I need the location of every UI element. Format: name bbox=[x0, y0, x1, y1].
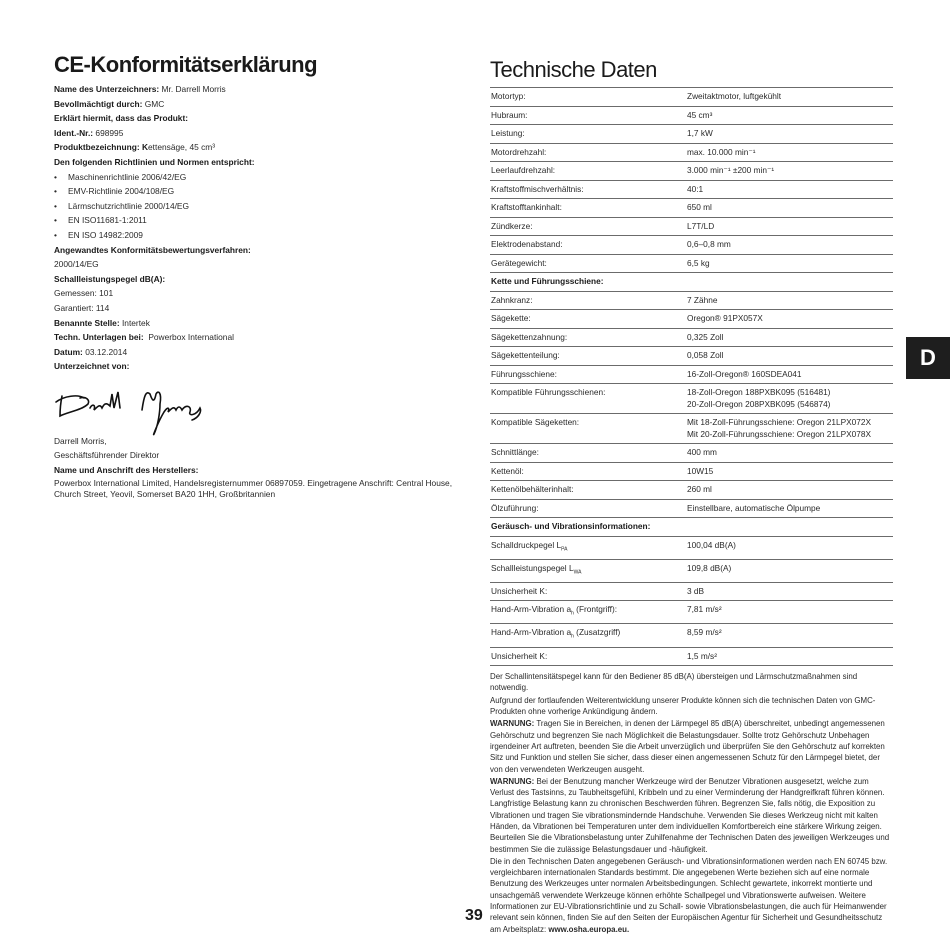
spec-label: Unsicherheit K: bbox=[490, 582, 686, 601]
spec-label: Unsicherheit K: bbox=[490, 647, 686, 666]
table-row bbox=[490, 347, 893, 366]
list-item: • EMV-Richtlinie 2004/108/EG bbox=[54, 186, 175, 197]
list-item: • EN ISO 14982:2009 bbox=[54, 229, 143, 240]
spec-value: 45 cm³ bbox=[686, 106, 893, 125]
spec-value: L7T/LD bbox=[686, 217, 893, 236]
spec-value: 18-Zoll-Oregon 188PXBK095 (516481) 20-Zoll-Oregon 208PXBK095 (546874) bbox=[686, 384, 893, 414]
spec-value: Einstellbare, automatische Ölpumpe bbox=[686, 499, 893, 518]
table-row bbox=[490, 125, 893, 144]
spec-label: Leerlaufdrehzahl: bbox=[490, 162, 686, 181]
table-row bbox=[490, 217, 893, 236]
spec-value: 3.000 min⁻¹ ±200 min⁻¹ bbox=[686, 162, 893, 181]
spec-label: Führungsschiene: bbox=[490, 365, 686, 384]
table-row bbox=[490, 582, 893, 601]
spec-table bbox=[490, 87, 893, 666]
table-row bbox=[490, 499, 893, 518]
list-item: • Maschinenrichtlinie 2006/42/EG bbox=[54, 171, 187, 182]
directives-list bbox=[54, 170, 454, 243]
sound-guaranteed: Garantiert: 114 bbox=[54, 302, 110, 313]
table-row bbox=[490, 162, 893, 181]
spec-label: Motortyp: bbox=[490, 88, 686, 107]
list-item: • EN ISO11681-1:2011 bbox=[54, 215, 147, 226]
spec-label: Kompatible Sägeketten: bbox=[490, 414, 686, 444]
spec-label: Leistung: bbox=[490, 125, 686, 144]
spec-value: 260 ml bbox=[686, 481, 893, 500]
spec-value: 109,8 dB(A) bbox=[686, 559, 893, 582]
table-row bbox=[490, 601, 893, 624]
spec-value: 6,5 kg bbox=[686, 254, 893, 273]
spec-value: Mit 18-Zoll-Führungsschiene: Oregon 21LPX072X Mit 20-Zoll-Führungsschiene: Oregon 21LPX078X bbox=[686, 414, 893, 444]
manufacturer-address: Powerbox International Limited, Handelsregisternummer 06897059. Eingetragene Anschrift: Central House, Church Street, Yeovil, Somerset BA20 1HH, Großbritannien bbox=[54, 477, 453, 499]
spec-label: Elektrodenabstand: bbox=[490, 236, 686, 255]
spec-value: 7 Zähne bbox=[686, 291, 893, 310]
spec-value: 10W15 bbox=[686, 462, 893, 481]
spec-label: Schallleistungspegel $L_{WA}$ bbox=[490, 559, 686, 582]
spec-value: 0,058 Zoll bbox=[686, 347, 893, 366]
table-row bbox=[490, 236, 893, 255]
section-header: Geräusch- und Vibrationsinformationen: bbox=[490, 518, 893, 537]
spec-value: 16-Zoll-Oregon® 160SDEA041 bbox=[686, 365, 893, 384]
ce-title: CE-Konformitätserklärung bbox=[54, 52, 318, 77]
notes bbox=[490, 671, 893, 935]
spec-value: 40:1 bbox=[686, 180, 893, 199]
table-row bbox=[490, 328, 893, 347]
procedure-value: 2000/14/EG bbox=[54, 259, 99, 270]
table-row bbox=[490, 624, 893, 647]
technical-data bbox=[490, 57, 893, 936]
product-line: Produktbezeichnung: Kettensäge, 45 cm³ bbox=[54, 142, 216, 153]
spec-label: Kraftstoffmischverhältnis: bbox=[490, 180, 686, 199]
spec-value: 0,6–0,8 mm bbox=[686, 236, 893, 255]
spec-label: Sägekettenteilung: bbox=[490, 347, 686, 366]
note-standards: Die in den Technischen Daten angegebenen Geräusch- und Vibrationsinformationen werden nach EN 60745 bzw. vergleichbaren internationalen Standards bestimmt. Die angegebenen Werte beziehen sich auf eine normale Benutzung des Werkzeuges unter normalen Arbeitsbedingungen. Schlecht gewartete, inkorrekt montierte und unsachgemäß verwendete Werkzeuge können erhöhte Schallpegel und Vibrationswerte aufweisen. Weitere Informationen zur EU-Vibrationsrichtlinie und zu Schall- sowie Vibrationsbelastungen, die auch für Heimanwender relevant sein können, finden Sie auf den Seiten der Europäischen Agentur für Sicherheit und Gesundheitsschutz am Arbeitsplatz: www.osha.europa.eu. bbox=[490, 856, 888, 934]
table-row bbox=[490, 384, 893, 414]
table-row bbox=[490, 444, 893, 463]
spec-value: 400 mm bbox=[686, 444, 893, 463]
spec-value: 3 dB bbox=[686, 582, 893, 601]
table-row bbox=[490, 559, 893, 582]
date-line: Datum: 03.12.2014 bbox=[54, 346, 128, 357]
signed-by-label: Unterzeichnet von: bbox=[54, 361, 130, 372]
tech-docs-line: Techn. Unterlagen bei: Powerbox International bbox=[54, 332, 234, 343]
signature bbox=[54, 382, 454, 430]
spec-label: Sägekettenzahnung: bbox=[490, 328, 686, 347]
table-row bbox=[490, 462, 893, 481]
note-development: Aufgrund der fortlaufenden Weiterentwicklung unserer Produkte können sich die technischen Daten von GMC-Produkten ohne vorherige Ankündigung ändern. bbox=[490, 695, 876, 717]
manufacturer-label: Name und Anschrift des Herstellers: bbox=[54, 465, 199, 476]
spec-value: 1,7 kW bbox=[686, 125, 893, 144]
spec-label: Kettenölbehälterinhalt: bbox=[490, 481, 686, 500]
language-tab: D bbox=[906, 337, 950, 379]
spec-value: 7,81 m/s² bbox=[686, 601, 893, 624]
spec-value: 100,04 dB(A) bbox=[686, 536, 893, 559]
table-row bbox=[490, 414, 893, 444]
spec-label: Kraftstofftankinhalt: bbox=[490, 199, 686, 218]
list-item: • Lärmschutzrichtlinie 2000/14/EG bbox=[54, 200, 190, 211]
signer-line: Name des Unterzeichners: Mr. Darrell Morris bbox=[54, 84, 226, 94]
authorized-line: Bevollmächtigt durch: GMC bbox=[54, 98, 165, 109]
spec-label: Zahnkranz: bbox=[490, 291, 686, 310]
note-sound: Der Schallintensitätspegel kann für den Bediener 85 dB(A) übersteigen und Lärmschutzmaßnahmen sind notwendig. bbox=[490, 672, 858, 693]
spec-value: max. 10.000 min⁻¹ bbox=[686, 143, 893, 162]
spec-label: Motordrehzahl: bbox=[490, 143, 686, 162]
table-row bbox=[490, 365, 893, 384]
spec-label: Hand-Arm-Vibration $a_h$ (Zusatzgriff) bbox=[490, 624, 686, 647]
table-row bbox=[490, 143, 893, 162]
spec-value: Oregon® 91PX057X bbox=[686, 310, 893, 329]
ident-line: Ident.-Nr.: 698995 bbox=[54, 127, 124, 138]
table-row bbox=[490, 481, 893, 500]
signer-role: Geschäftsführender Direktor bbox=[54, 450, 160, 461]
spec-value: 8,59 m/s² bbox=[686, 624, 893, 647]
spec-label: Kettenöl: bbox=[490, 462, 686, 481]
spec-value: Zweitaktmotor, luftgekühlt bbox=[686, 88, 893, 107]
signer-name: Darrell Morris, bbox=[54, 435, 107, 446]
table-row bbox=[490, 254, 893, 273]
page-number: 39 bbox=[465, 907, 483, 924]
section-header: Kette und Führungsschiene: bbox=[490, 273, 893, 292]
procedure-label: Angewandtes Konformitätsbewertungsverfahren: bbox=[54, 244, 251, 255]
sound-measured: Gemessen: 101 bbox=[54, 288, 114, 299]
tech-title: Technische Daten bbox=[490, 57, 657, 82]
declares-line: Erklärt hiermit, dass das Produkt: bbox=[54, 113, 189, 124]
table-row bbox=[490, 88, 893, 107]
ce-declaration bbox=[54, 52, 454, 500]
table-row bbox=[490, 291, 893, 310]
spec-label: Schnittlänge: bbox=[490, 444, 686, 463]
notified-body-line: Benannte Stelle: Intertek bbox=[54, 317, 150, 328]
table-row bbox=[490, 180, 893, 199]
table-row bbox=[490, 310, 893, 329]
spec-value: 1,5 m/s² bbox=[686, 647, 893, 666]
spec-label: Schalldruckpegel $L_{PA}$ bbox=[490, 536, 686, 559]
spec-value: 0,325 Zoll bbox=[686, 328, 893, 347]
spec-label: Kompatible Führungsschienen: bbox=[490, 384, 686, 414]
spec-label: Sägekette: bbox=[490, 310, 686, 329]
sound-label: Schallleistungspegel dB(A): bbox=[54, 273, 166, 284]
spec-label: Hand-Arm-Vibration $a_h$ (Frontgriff): bbox=[490, 601, 686, 624]
directives-label: Den folgenden Richtlinien und Normen entspricht: bbox=[54, 156, 255, 167]
table-row bbox=[490, 647, 893, 666]
warning-vibration: WARNUNG: Bei der Benutzung mancher Werkzeuge wird der Benutzer Vibrationen ausgesetzt, welche zum Verlust des Tastsinns, zu Taubheitsgefühl, Kribbeln und zu einer Verminderung der Handgreifkraft führen können. Langfristige Belastung kann zu chronischen Beschwerden führen. Begrenzen Sie, falls nötig, die Exposition zu Vibrationen und tragen Sie vibrationsmindernde Handschuhe. Verwenden Sie dieses Werkzeug nicht mit kalten Händen, da Vibrationen bei Temperaturen unter dem individuellen Komfortbereich eine stärkere Wirkung zeigen. Beurteilen Sie die Vibrationsbelastung unter Zuhilfenahme der Technischen Daten des jeweiligen Werkzeuges und bestimmen Sie die zulässige Belastungsdauer und -häufigkeit. bbox=[490, 776, 890, 854]
spec-label: Ölzuführung: bbox=[490, 499, 686, 518]
table-row bbox=[490, 536, 893, 559]
table-row bbox=[490, 199, 893, 218]
spec-value: 650 ml bbox=[686, 199, 893, 218]
spec-label: Gerätegewicht: bbox=[490, 254, 686, 273]
table-row bbox=[490, 106, 893, 125]
spec-label: Hubraum: bbox=[490, 106, 686, 125]
warning-noise: WARNUNG: Tragen Sie in Bereichen, in denen der Lärmpegel 85 dB(A) überschreitet, unbedingt angemessenen Gehörschutz und begrenzen Sie nach Möglichkeit die Belastungsdauer. Sollte trotz Gehörschutz Unbehagen irgendeiner Art auftreten, beenden Sie die Arbeit unverzüglich und überprüfen Sie den Gehörschutz auf korrekten Sitz und Funktion und stellen Sie sicher, dass dieser einen angemessenen Schutz für den Lärmpegel bietet, der von den verwendeten Werkzeugen ausgeht. bbox=[490, 719, 885, 774]
spec-label: Zündkerze: bbox=[490, 217, 686, 236]
